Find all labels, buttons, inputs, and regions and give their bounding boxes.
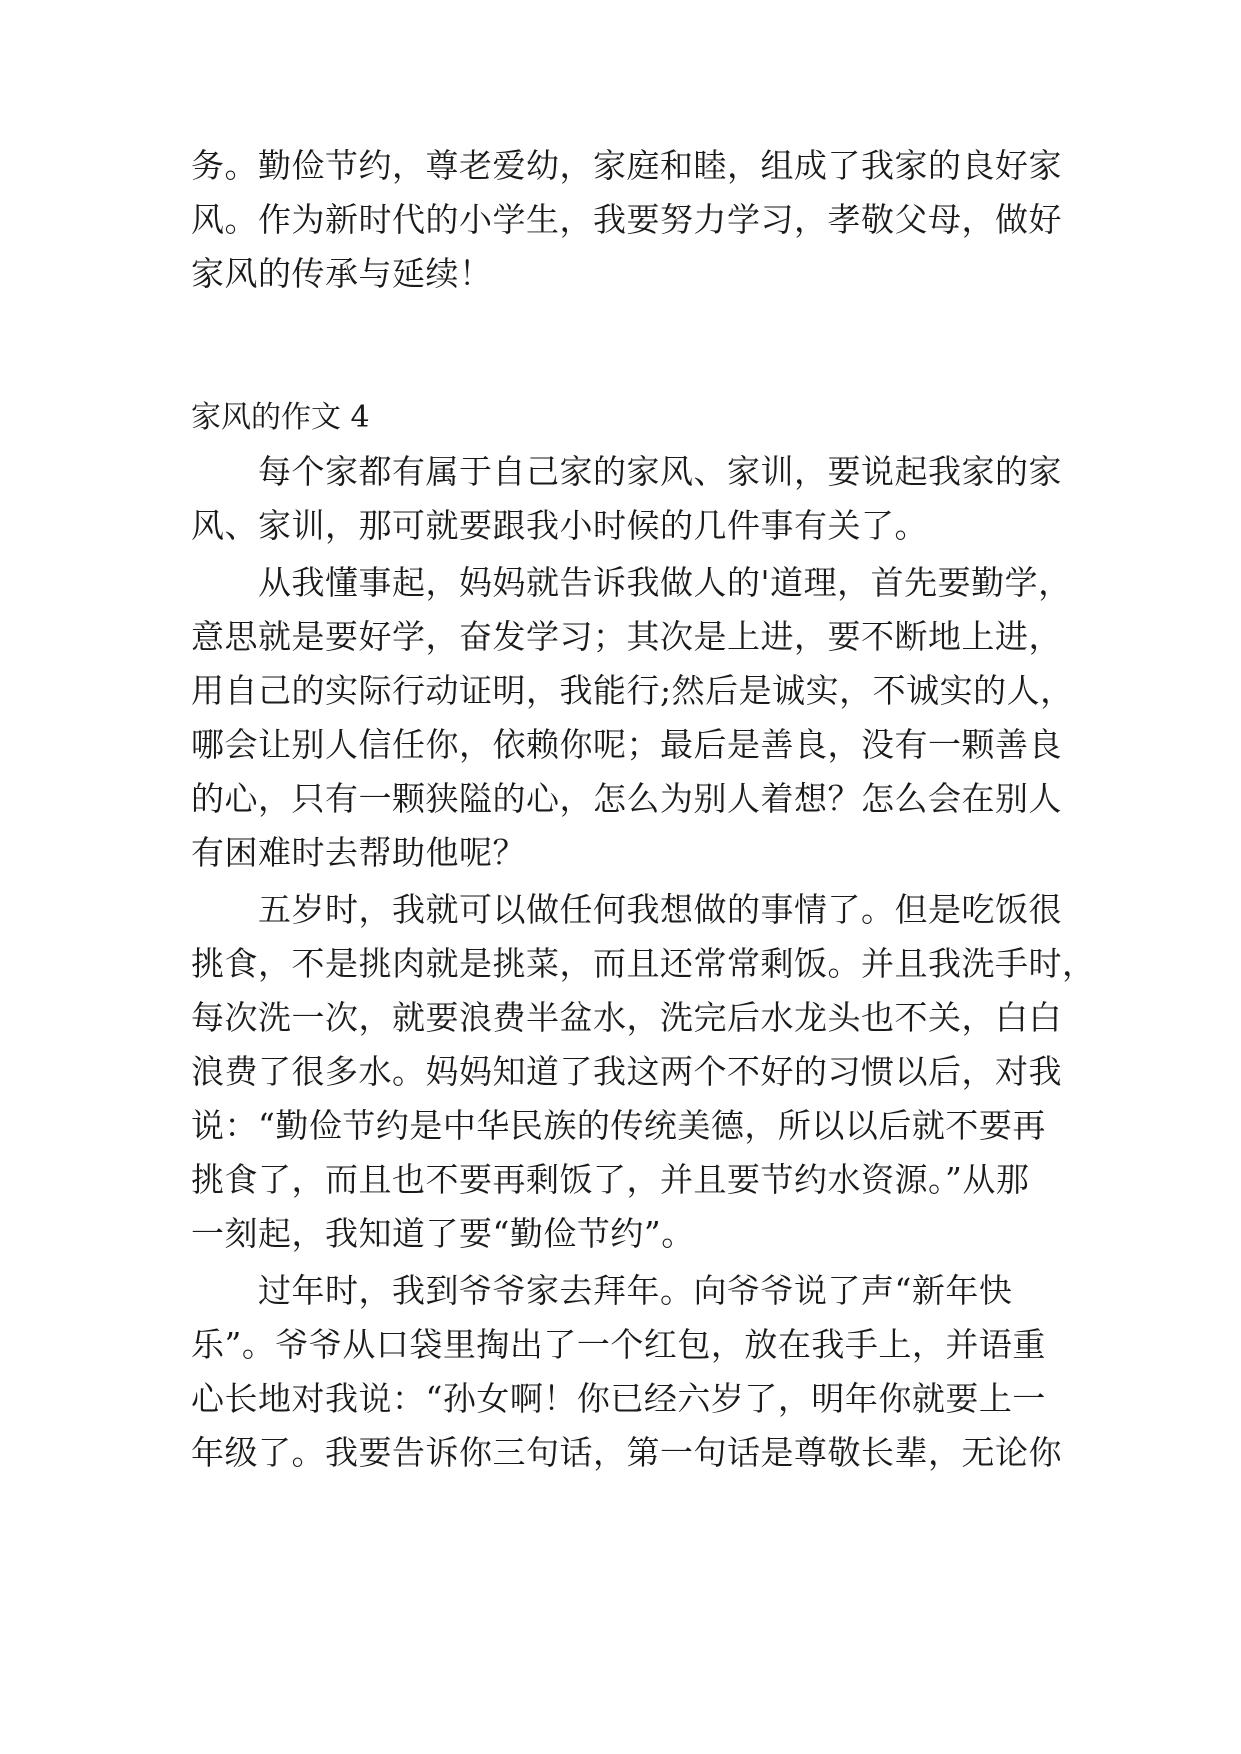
- text-line: 的心，只有一颗狭隘的心，怎么为别人着想？怎么会在别人: [191, 779, 1062, 818]
- text-line: 说：“勤俭节约是中华民族的传统美德，所以以后就不要再: [191, 1106, 1046, 1145]
- paragraph-first-line: 从我懂事起，妈妈就告诉我做人的'道理，首先要勤学，: [258, 563, 1072, 602]
- text-line: 一刻起，我知道了要“勤俭节约”。: [191, 1214, 695, 1253]
- text-line: 挑食了，而且也不要再剩饭了，并且要节约水资源。”从那: [191, 1160, 1030, 1199]
- section-heading: 家风的作文 4: [191, 400, 370, 435]
- text-line: 风、家训，那可就要跟我小时候的几件事有关了。: [191, 506, 928, 545]
- text-line: 家风的传承与延续！: [191, 254, 493, 293]
- text-line: 浪费了很多水。妈妈知道了我这两个不好的习惯以后，对我: [191, 1052, 1062, 1091]
- paragraph-first-line: 每个家都有属于自己家的家风、家训，要说起我家的家: [258, 452, 1062, 491]
- text-line: 每次洗一次，就要浪费半盆水，洗完后水龙头也不关，白白: [191, 998, 1062, 1037]
- text-line: 用自己的实际行动证明，我能行;然后是诚实，不诚实的人，: [191, 671, 1074, 710]
- text-line: 意思就是要好学，奋发学习；其次是上进，要不断地上进，: [191, 617, 1062, 656]
- text-line: 年级了。我要告诉你三句话，第一句话是尊敬长辈，无论你: [191, 1433, 1062, 1472]
- text-line: 乐”。爷爷从口袋里掏出了一个红包，放在我手上，并语重: [191, 1325, 1046, 1364]
- text-line: 挑食，不是挑肉就是挑菜，而且还常常剩饭。并且我洗手时，: [191, 944, 1096, 983]
- text-line: 风。作为新时代的小学生，我要努力学习，孝敬父母，做好: [191, 200, 1062, 239]
- text-line: 哪会让别人信任你，依赖你呢；最后是善良，没有一颗善良: [191, 725, 1062, 764]
- text-line: 务。勤俭节约，尊老爱幼，家庭和睦，组成了我家的良好家: [191, 146, 1062, 185]
- paragraph-first-line: 过年时，我到爷爷家去拜年。向爷爷说了声“新年快: [258, 1271, 1013, 1310]
- text-line: 心长地对我说：“孙女啊！你已经六岁了，明年你就要上一: [191, 1379, 1046, 1418]
- text-line: 有困难时去帮助他呢？: [191, 833, 526, 872]
- paragraph-first-line: 五岁时，我就可以做任何我想做的事情了。但是吃饭很: [258, 890, 1062, 929]
